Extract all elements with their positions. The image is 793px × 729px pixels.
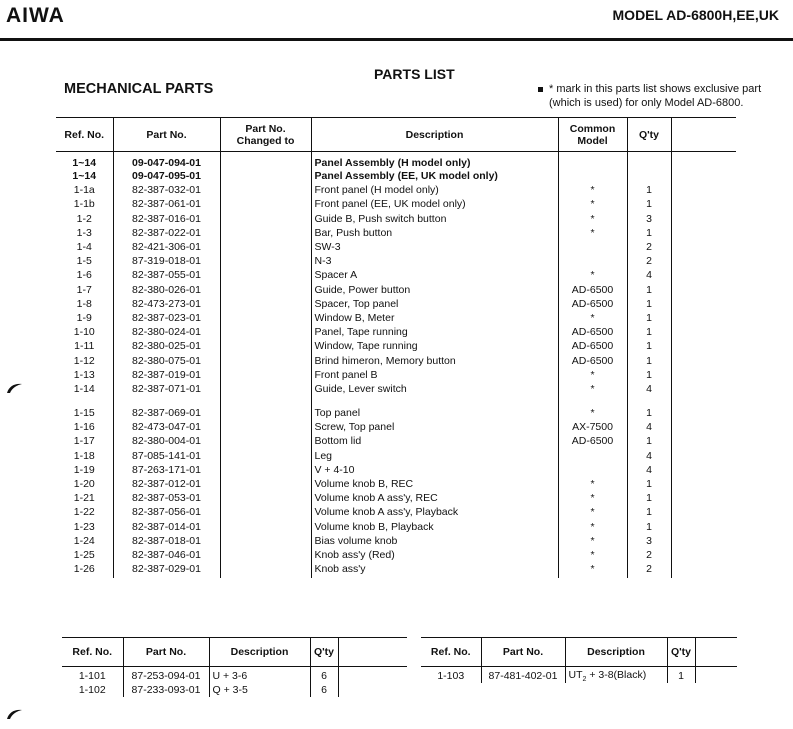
part-no-cell: 09-047-095-01 (113, 169, 220, 183)
qty-cell: 1 (627, 283, 671, 297)
part-no-cell: 82-387-056-01 (113, 505, 220, 519)
parts-list-title: PARTS LIST (374, 66, 455, 82)
desc-prefix: UT (568, 669, 583, 681)
blank-cell (671, 449, 736, 463)
table-row (56, 226, 736, 240)
part-no-cell: 82-387-022-01 (113, 226, 220, 240)
small-left-col-qty: Q'ty (310, 638, 338, 667)
table-row (56, 368, 736, 382)
table-row (56, 520, 736, 534)
changed-to-cell (220, 283, 311, 297)
blank-cell (671, 548, 736, 562)
qty-cell: 1 (627, 197, 671, 211)
part-no-cell: 82-421-306-01 (113, 240, 220, 254)
qty-cell: 1 (627, 226, 671, 240)
description-cell: Q + 3-5 (209, 683, 310, 697)
qty-cell: 4 (627, 420, 671, 434)
blank-cell (671, 240, 736, 254)
blank-cell (338, 667, 407, 684)
table-row (56, 283, 736, 297)
blank-cell (671, 169, 736, 183)
ref-no-cell: 1-10 (73, 326, 95, 339)
table-row (56, 353, 736, 367)
table-row (56, 477, 736, 491)
qty-cell: 4 (627, 268, 671, 282)
col-changed-to-line1: Part No. (245, 122, 286, 135)
part-no-cell: 82-387-029-01 (113, 562, 220, 578)
blank-cell (671, 339, 736, 353)
qty-cell: 6 (310, 683, 338, 697)
changed-to-cell (220, 152, 311, 170)
part-no-cell: 82-380-026-01 (113, 283, 220, 297)
blank-cell (671, 283, 736, 297)
blank-cell (671, 562, 736, 578)
qty-cell: 3 (627, 212, 671, 226)
ref-no-cell: 1-26 (73, 563, 95, 576)
small-parts-table-left (62, 637, 407, 697)
table-row (56, 505, 736, 519)
part-no-cell: 82-387-071-01 (113, 382, 220, 396)
common-model-cell: * (558, 268, 627, 282)
small-right-col-qty: Q'ty (667, 638, 695, 667)
description-cell: Leg (311, 449, 558, 463)
changed-to-cell (220, 449, 311, 463)
table-row (56, 339, 736, 353)
description-cell: Volume knob A ass'y, Playback (311, 505, 558, 519)
table-header-row (56, 118, 736, 152)
blank-cell (671, 197, 736, 211)
description-cell: Panel Assembly (H model only) (311, 152, 558, 170)
changed-to-cell (220, 505, 311, 519)
blank-cell (671, 520, 736, 534)
qty-cell: 1 (627, 368, 671, 382)
col-part-no: Part No. (113, 118, 220, 152)
blank-cell (695, 667, 737, 684)
description-cell: Knob ass'y (Red) (311, 548, 558, 562)
common-model-cell: AX-7500 (558, 420, 627, 434)
ref-no-cell: 1-21 (73, 492, 95, 505)
small-parts-table-right (421, 637, 737, 683)
common-model-cell: AD-6500 (558, 339, 627, 353)
ref-no-cell: 1-13 (73, 368, 95, 381)
qty-cell: 1 (627, 406, 671, 420)
small-left-col-part: Part No. (123, 638, 209, 667)
ref-no-cell: 1-16 (73, 421, 95, 434)
changed-to-cell (220, 197, 311, 211)
common-model-cell: AD-6500 (558, 353, 627, 367)
blank-cell (671, 183, 736, 197)
part-no-cell: 87-085-141-01 (113, 449, 220, 463)
bullet-icon (538, 87, 543, 92)
part-no-cell: 82-473-273-01 (113, 297, 220, 311)
ref-no-cell: 1~14 (72, 156, 97, 169)
description-cell: Brind himeron, Memory button (311, 353, 558, 367)
table-row (56, 449, 736, 463)
table-row (56, 152, 736, 170)
qty-cell (627, 169, 671, 183)
small-left-col-desc: Description (209, 638, 310, 667)
changed-to-cell (220, 240, 311, 254)
blank-cell (671, 477, 736, 491)
description-cell (565, 667, 667, 684)
part-no-cell: 82-380-004-01 (113, 434, 220, 448)
description-cell: Volume knob B, Playback (311, 520, 558, 534)
common-model-cell: AD-6500 (558, 325, 627, 339)
part-no-cell: 82-387-014-01 (113, 520, 220, 534)
ref-no-cell: 1-12 (73, 354, 95, 367)
changed-to-cell (220, 183, 311, 197)
description-cell: Knob ass'y (311, 562, 558, 578)
table-row (56, 240, 736, 254)
col-description: Description (311, 118, 558, 152)
col-blank (671, 118, 736, 152)
section-title: MECHANICAL PARTS (64, 81, 214, 97)
common-model-cell: AD-6500 (558, 434, 627, 448)
common-model-cell (558, 169, 627, 183)
part-no-cell: 87-319-018-01 (113, 254, 220, 268)
changed-to-cell (220, 311, 311, 325)
ref-no-cell: 1-7 (76, 283, 92, 296)
blank-cell (671, 212, 736, 226)
qty-cell: 1 (627, 297, 671, 311)
blank-cell (671, 297, 736, 311)
model-label: MODEL AD-6800H,EE,UK (612, 7, 779, 23)
table-row (56, 562, 736, 578)
description-cell: Volume knob B, REC (311, 477, 558, 491)
changed-to-cell (220, 353, 311, 367)
ref-no-cell: 1-23 (73, 520, 95, 533)
description-cell: Panel, Tape running (311, 325, 558, 339)
ref-no-cell: 1-102 (78, 684, 106, 696)
table-row (421, 667, 737, 684)
blank-cell (671, 152, 736, 170)
qty-cell: 4 (627, 463, 671, 477)
changed-to-cell (220, 254, 311, 268)
ref-no-cell: 1-17 (73, 435, 95, 448)
qty-cell: 1 (627, 491, 671, 505)
ref-no-cell: 1-8 (76, 297, 92, 310)
blank-cell (671, 368, 736, 382)
changed-to-cell (220, 226, 311, 240)
table-row (56, 254, 736, 268)
small-right-col-ref: Ref. No. (421, 638, 481, 667)
changed-to-cell (220, 268, 311, 282)
ref-no-cell: 1-101 (78, 670, 106, 682)
note-line-2: (which is used) for only Model AD-6800. (549, 97, 744, 109)
ref-no-cell: 1-1a (73, 184, 95, 197)
common-model-cell: * (558, 197, 627, 211)
table-row (56, 169, 736, 183)
ref-no-cell: 1-3 (76, 226, 92, 239)
description-cell: Window B, Meter (311, 311, 558, 325)
table-row (56, 548, 736, 562)
qty-cell: 2 (627, 562, 671, 578)
qty-cell: 1 (627, 477, 671, 491)
ref-no-cell: 1-18 (73, 449, 95, 462)
part-no-cell: 87-233-093-01 (123, 683, 209, 697)
changed-to-cell (220, 520, 311, 534)
description-cell: N-3 (311, 254, 558, 268)
common-model-cell: * (558, 183, 627, 197)
brand-logo: AIWA (6, 4, 65, 27)
description-cell: Guide, Power button (311, 283, 558, 297)
part-no-cell: 82-387-046-01 (113, 548, 220, 562)
table-row (56, 311, 736, 325)
changed-to-cell (220, 477, 311, 491)
ref-no-cell: 1-25 (73, 548, 95, 561)
small-right-col-desc: Description (565, 638, 667, 667)
qty-cell: 4 (627, 449, 671, 463)
table-row (56, 268, 736, 282)
ref-no-cell: 1-5 (76, 255, 92, 268)
col-qty: Q'ty (627, 118, 671, 152)
part-no-cell: 09-047-094-01 (113, 152, 220, 170)
changed-to-cell (220, 562, 311, 578)
part-no-cell: 82-380-075-01 (113, 353, 220, 367)
description-cell: Front panel (EE, UK model only) (311, 197, 558, 211)
small-right-col-blank (695, 638, 737, 667)
blank-cell (671, 382, 736, 396)
table-row (56, 325, 736, 339)
qty-cell: 6 (310, 667, 338, 684)
part-no-cell: 82-387-016-01 (113, 212, 220, 226)
common-model-cell: * (558, 226, 627, 240)
exclusive-note (538, 82, 761, 110)
description-cell: U + 3-6 (209, 667, 310, 684)
description-cell: V + 4-10 (311, 463, 558, 477)
blank-cell (671, 353, 736, 367)
table-row (56, 420, 736, 434)
changed-to-cell (220, 406, 311, 420)
description-cell: Front panel (H model only) (311, 183, 558, 197)
common-model-cell (558, 449, 627, 463)
part-no-cell: 82-387-023-01 (113, 311, 220, 325)
ref-no-cell: 1-11 (74, 340, 95, 353)
common-model-cell: * (558, 562, 627, 578)
desc-suffix: + 3-8(Black) (586, 669, 647, 681)
description-cell: Spacer A (311, 268, 558, 282)
table-row (56, 406, 736, 420)
blank-cell (671, 534, 736, 548)
description-cell: Screw, Top panel (311, 420, 558, 434)
common-model-cell: AD-6500 (558, 297, 627, 311)
desc-subscript: 2 (582, 676, 587, 684)
ref-no-cell: 1-19 (73, 463, 95, 476)
ref-no-cell: 1-9 (76, 311, 92, 324)
common-model-cell: * (558, 534, 627, 548)
description-cell: Bottom lid (311, 434, 558, 448)
description-cell: Guide, Lever switch (311, 382, 558, 396)
small-right-col-part: Part No. (481, 638, 565, 667)
ref-no-cell: 1-14 (73, 382, 95, 395)
col-common-line2: Model (577, 134, 608, 147)
description-cell: Top panel (311, 406, 558, 420)
blank-cell (671, 505, 736, 519)
description-cell: Spacer, Top panel (311, 297, 558, 311)
common-model-cell: * (558, 212, 627, 226)
part-no-cell: 82-387-061-01 (113, 197, 220, 211)
common-model-cell: * (558, 477, 627, 491)
table-row (56, 463, 736, 477)
changed-to-cell (220, 434, 311, 448)
qty-cell (627, 152, 671, 170)
changed-to-cell (220, 420, 311, 434)
part-no-cell: 82-387-019-01 (113, 368, 220, 382)
description-cell: Panel Assembly (EE, UK model only) (311, 169, 558, 183)
changed-to-cell (220, 212, 311, 226)
blank-cell (671, 434, 736, 448)
blank-cell (671, 268, 736, 282)
table-row (56, 382, 736, 396)
table-row (56, 534, 736, 548)
table-row (56, 212, 736, 226)
qty-cell: 2 (627, 254, 671, 268)
ref-no-cell: 1-22 (73, 506, 95, 519)
spacer-row (56, 396, 736, 406)
ref-no-cell: 1-2 (76, 212, 92, 225)
table-row (56, 197, 736, 211)
description-cell: Guide B, Push switch button (311, 212, 558, 226)
col-common-line1: Common (569, 122, 616, 135)
common-model-cell: * (558, 368, 627, 382)
col-changed-to (220, 118, 311, 152)
common-model-cell (558, 152, 627, 170)
col-ref-no: Ref. No. (56, 118, 113, 152)
changed-to-cell (220, 325, 311, 339)
qty-cell: 1 (627, 325, 671, 339)
table-row (56, 491, 736, 505)
qty-cell: 1 (627, 434, 671, 448)
part-no-cell: 82-387-032-01 (113, 183, 220, 197)
changed-to-cell (220, 297, 311, 311)
note-line-1: * mark in this parts list shows exclusive part (549, 83, 762, 95)
small-right-header-row (421, 638, 737, 667)
ref-no-cell: 1-20 (73, 478, 95, 491)
table-row (56, 434, 736, 448)
qty-cell: 1 (627, 339, 671, 353)
qty-cell: 1 (627, 311, 671, 325)
part-no-cell: 82-387-053-01 (113, 491, 220, 505)
common-model-cell: * (558, 406, 627, 420)
small-left-body (62, 667, 407, 698)
part-no-cell: 82-473-047-01 (113, 420, 220, 434)
common-model-cell (558, 463, 627, 477)
part-no-cell: 82-387-018-01 (113, 534, 220, 548)
changed-to-cell (220, 534, 311, 548)
binder-mark-icon (6, 383, 22, 393)
qty-cell: 4 (627, 382, 671, 396)
part-no-cell: 82-380-024-01 (113, 325, 220, 339)
common-model-cell: * (558, 548, 627, 562)
blank-cell (671, 420, 736, 434)
common-model-cell (558, 254, 627, 268)
qty-cell: 1 (627, 520, 671, 534)
ref-no-cell: 1-103 (437, 670, 465, 683)
changed-to-cell (220, 463, 311, 477)
changed-to-cell (220, 382, 311, 396)
description-cell: SW-3 (311, 240, 558, 254)
small-left-header-row (62, 638, 407, 667)
blank-cell (671, 254, 736, 268)
header-rule (0, 38, 793, 41)
blank-cell (671, 311, 736, 325)
qty-cell: 1 (627, 505, 671, 519)
binder-mark-icon (6, 709, 22, 719)
mechanical-parts-table (56, 117, 736, 578)
changed-to-cell (220, 339, 311, 353)
ref-no-cell: 1-15 (73, 407, 95, 420)
description-cell: Volume knob A ass'y, REC (311, 491, 558, 505)
ref-no-cell: 1-4 (76, 241, 92, 254)
description-cell: Bias volume knob (311, 534, 558, 548)
qty-cell: 1 (627, 183, 671, 197)
part-no-cell: 87-253-094-01 (123, 667, 209, 684)
part-no-cell: 82-387-012-01 (113, 477, 220, 491)
changed-to-cell (220, 368, 311, 382)
qty-cell: 1 (667, 667, 695, 684)
small-left-col-ref: Ref. No. (62, 638, 123, 667)
blank-cell (671, 325, 736, 339)
table-row (62, 683, 407, 697)
blank-cell (671, 463, 736, 477)
changed-to-cell (220, 548, 311, 562)
part-no-cell: 87-481-402-01 (481, 667, 565, 684)
blank-cell (338, 683, 407, 697)
ref-no-cell: 1-6 (76, 269, 92, 282)
ref-no-cell: 1-24 (73, 534, 95, 547)
small-left-col-blank (338, 638, 407, 667)
blank-cell (671, 226, 736, 240)
qty-cell: 2 (627, 240, 671, 254)
description-cell: Bar, Push button (311, 226, 558, 240)
table-row (56, 297, 736, 311)
table-row (56, 183, 736, 197)
qty-cell: 3 (627, 534, 671, 548)
common-model-cell: * (558, 311, 627, 325)
part-no-cell: 82-380-025-01 (113, 339, 220, 353)
common-model-cell: AD-6500 (558, 283, 627, 297)
qty-cell: 1 (627, 353, 671, 367)
description-cell: Front panel B (311, 368, 558, 382)
qty-cell: 2 (627, 548, 671, 562)
common-model-cell: * (558, 491, 627, 505)
part-no-cell: 87-263-171-01 (113, 463, 220, 477)
part-no-cell: 82-387-055-01 (113, 268, 220, 282)
common-model-cell: * (558, 382, 627, 396)
common-model-cell: * (558, 505, 627, 519)
ref-no-cell: 1~14 (72, 170, 97, 183)
description-cell: Window, Tape running (311, 339, 558, 353)
part-no-cell: 82-387-069-01 (113, 406, 220, 420)
col-common-model (558, 118, 627, 152)
changed-to-cell (220, 169, 311, 183)
blank-cell (671, 406, 736, 420)
common-model-cell: * (558, 520, 627, 534)
table-body (56, 152, 736, 579)
ref-no-cell: 1-1b (73, 198, 95, 211)
changed-to-cell (220, 491, 311, 505)
col-changed-to-line2: Changed to (236, 134, 295, 147)
small-right-body (421, 667, 737, 684)
table-row (62, 667, 407, 684)
common-model-cell (558, 240, 627, 254)
blank-cell (671, 491, 736, 505)
